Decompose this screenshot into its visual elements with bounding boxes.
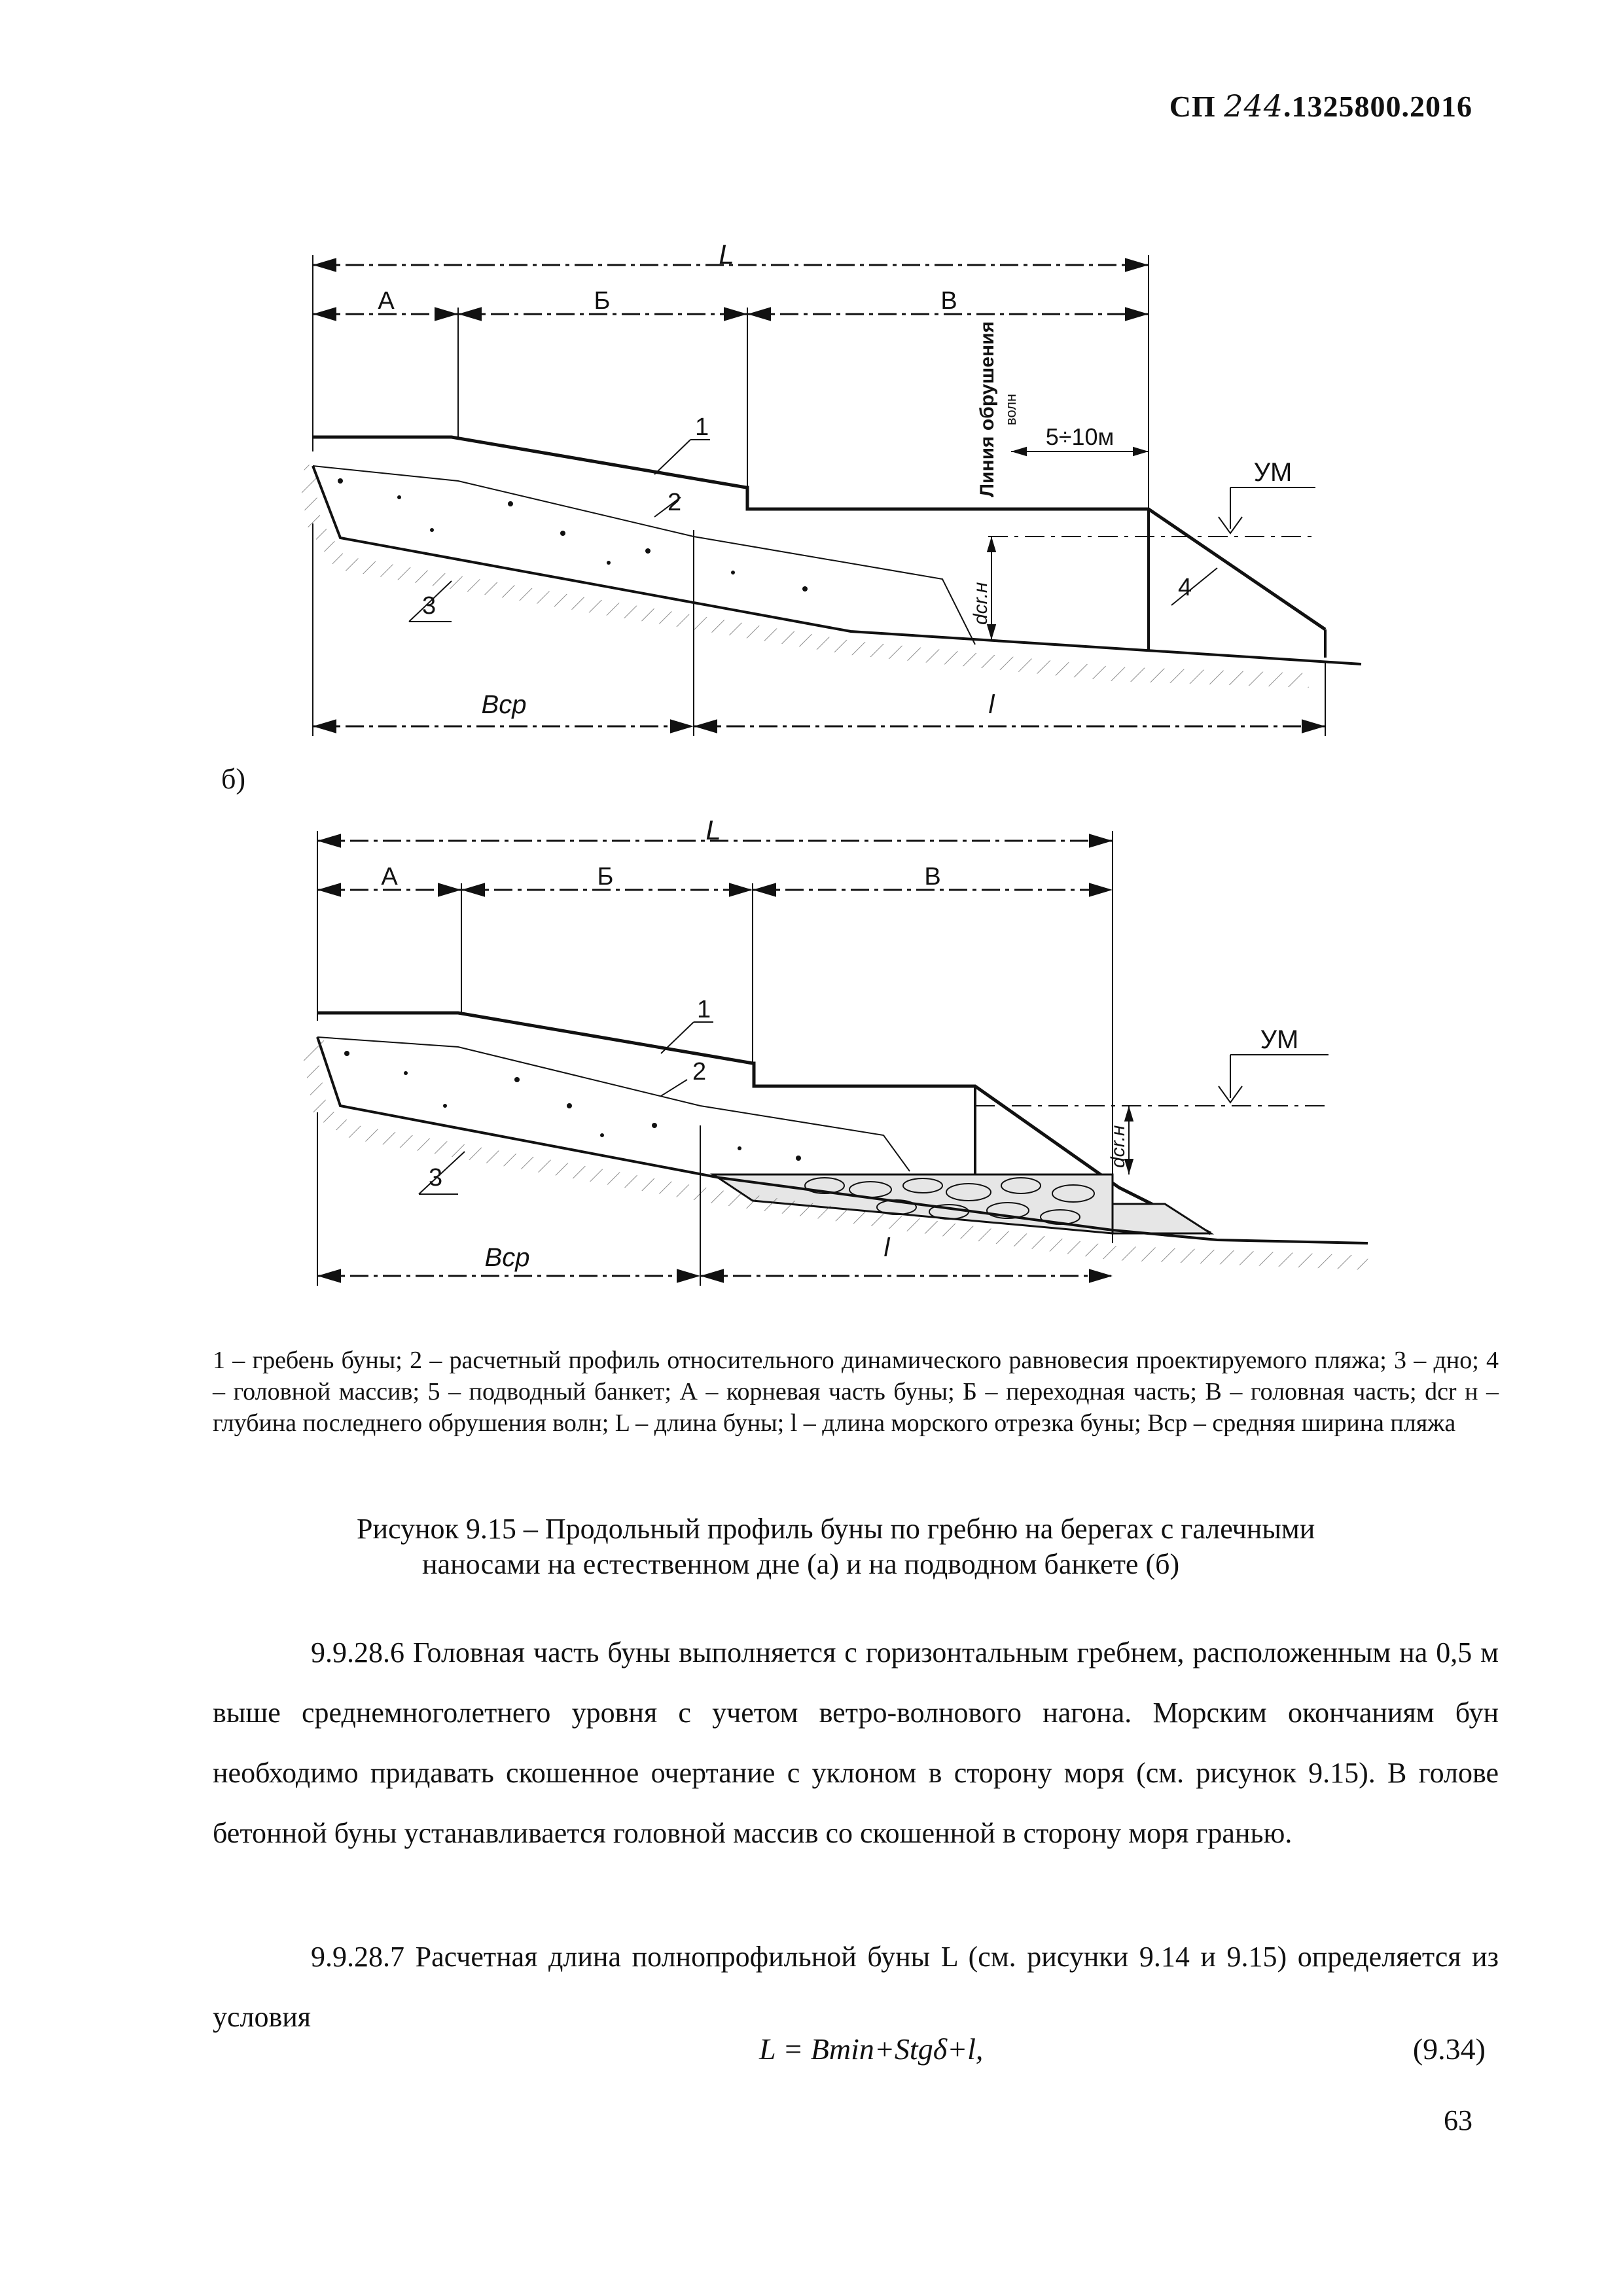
figure-legend: 1 – гребень буны; 2 – расчетный профиль относительного динамического равновесия проектируемого пляжа; 3 – дно; 4 – головной массив; 5 – подводный банкет; А – корневая часть буны; Б – переходная часть; В – головная часть; dcr н – глубина последнего обрушения волн; L – длина буны; l – длина морского отрезка буны; Bср – средняя ширина пляжа	[213, 1347, 1499, 1437]
fig-a-offset: 5÷10м	[1045, 423, 1115, 450]
figure-b	[311, 831, 1368, 1286]
fig-a-label-1: 1	[695, 414, 709, 441]
paragraph-text: 9.9.28.7 Расчетная длина полнопрофильной буны L (см. рисунки 9.14 и 9.15) определяется из условия	[213, 1941, 1499, 2033]
fig-a-label-2: 2	[668, 489, 682, 516]
code-prefix: СП	[1169, 90, 1216, 123]
formula-number: (9.34)	[1412, 2032, 1486, 2066]
fig-a-dcr: dcr.н	[970, 582, 991, 625]
fig-a-um: УМ	[1253, 458, 1293, 487]
fig-b-dim-l: l	[883, 1233, 890, 1262]
fig-b-dcr: dcr.н	[1107, 1125, 1129, 1168]
caption-line-2: наносами на естественном дне (а) и на подводном банкете (б)	[422, 1548, 1180, 1580]
page-number: 63	[1444, 2104, 1472, 2136]
fig-b-zone-A: А	[381, 863, 398, 891]
fig-a-zone-A: А	[378, 287, 395, 315]
fig-a-dim-Bcp: Bср	[481, 690, 527, 719]
code-handwritten-number: 244	[1224, 88, 1283, 124]
fig-b-dim-Bcp: Bср	[484, 1243, 530, 1272]
fig-a-zone-B: Б	[594, 287, 611, 315]
fig-b-label-3: 3	[429, 1164, 443, 1192]
fig-b-dim-L: L	[705, 815, 721, 845]
fig-b-label-2: 2	[692, 1058, 707, 1086]
fig-b-um: УМ	[1260, 1025, 1299, 1054]
code-suffix: .1325800.2016	[1283, 90, 1472, 123]
paragraph-9-9-28-6	[213, 1623, 1499, 1863]
caption-line-1: Рисунок 9.15 – Продольный профиль буны по гребню на берегах с галечными	[357, 1513, 1315, 1545]
fig-a-wave-line-label: Линия обрушения	[976, 321, 998, 497]
fig-b-zone-V: В	[924, 863, 941, 891]
fig-a-dim-L: L	[719, 239, 734, 270]
figure-a	[308, 255, 1361, 736]
figure-caption	[357, 1511, 1456, 1582]
figure-b-label: б)	[221, 763, 246, 795]
fig-b-zone-B: Б	[597, 863, 614, 891]
fig-a-zone-V: В	[940, 287, 957, 315]
paragraph-text: 9.9.28.6 Головная часть буны выполняется с горизонтальным гребнем, расположенным на 0,5 м выше среднемноголетнего уровня с учетом ветро-волнового нагона. Морским окончаниям бун необходимо придавать скошенное очертание с уклоном в сторону моря (см. рисунок 9.15). В голове бетонной буны устанавливается головной массив со скошенной в сторону моря гранью.	[213, 1636, 1499, 1849]
fig-a-label-4: 4	[1178, 574, 1192, 601]
fig-a-label-3: 3	[422, 592, 437, 620]
fig-a-dim-l: l	[988, 690, 995, 719]
paragraph-9-9-28-7	[213, 1927, 1499, 2047]
formula: L = Bmin+Stgδ+l,	[759, 2032, 984, 2066]
fig-a-wave-line-label-2: волн	[1003, 393, 1019, 425]
fig-b-label-1: 1	[697, 996, 711, 1023]
